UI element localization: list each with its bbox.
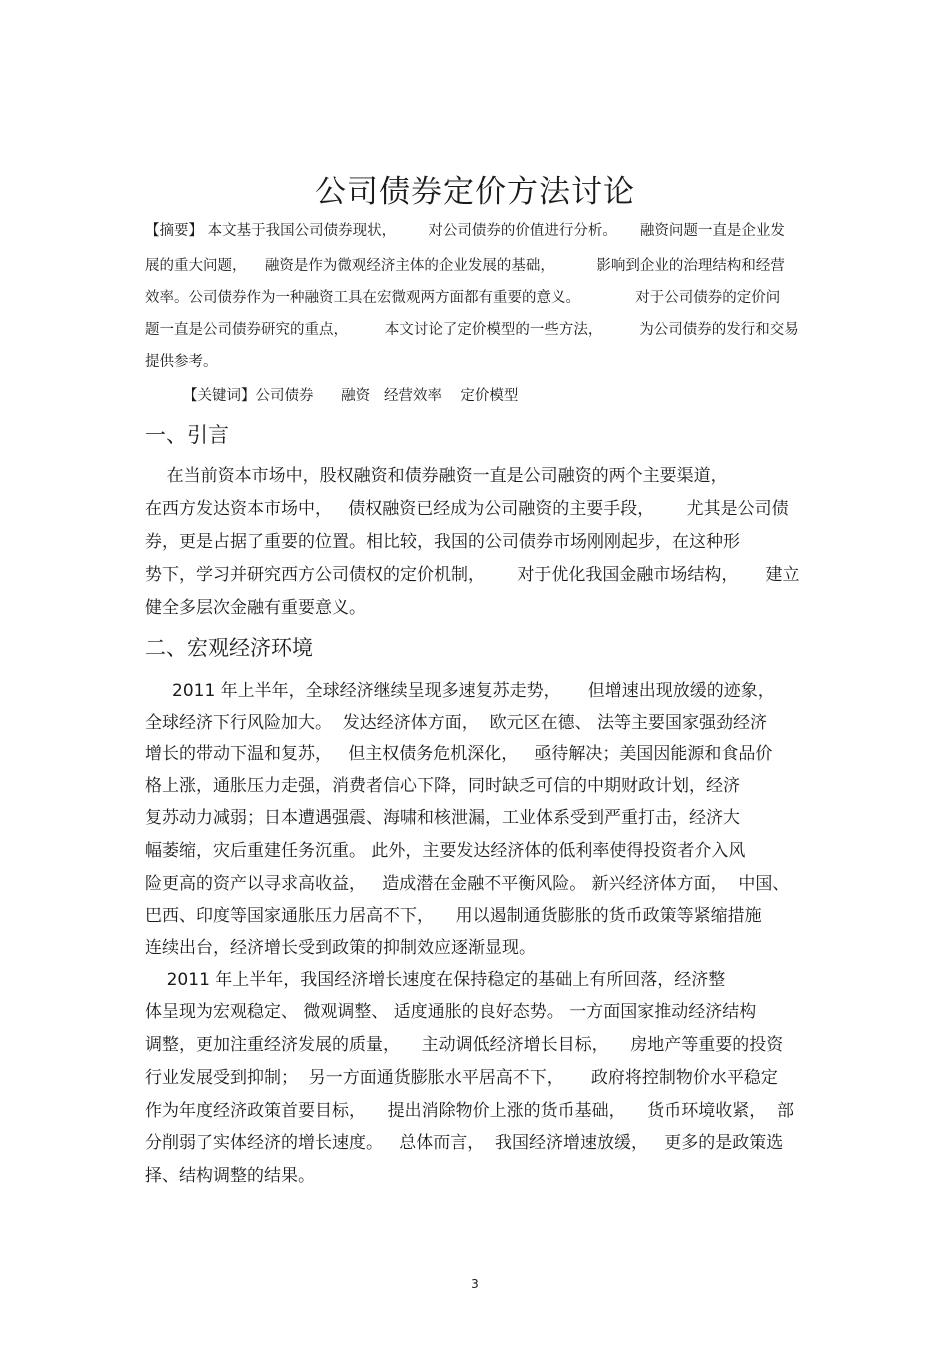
paragraph-line: 行业发展受到抑制； 另一方面通货膨胀水平居高不下， 政府将控制物价水平稳定: [145, 1068, 778, 1088]
paragraph-line: 连续出台，经济增长受到政策的抑制效应逐渐显现。: [145, 938, 536, 958]
paragraph-line: 2011 年上半年，全球经济继续呈现多速复苏走势， 但增速出现放缓的迹象，: [145, 681, 775, 701]
keywords: 【关键词】公司债券 融资 经营效率 定价模型: [183, 388, 519, 404]
paragraph-line: 择、结构调整的结果。: [145, 1166, 315, 1186]
abstract-line: 提供参考。: [145, 354, 218, 370]
section-heading-macro: 二、宏观经济环境: [145, 636, 313, 660]
paragraph-line: 复苏动力减弱；日本遭遇强震、海啸和核泄漏，工业体系受到严重打击，经济大: [145, 808, 740, 828]
paragraph-line: 全球经济下行风险加大。 发达经济体方面， 欧元区在德、 法等主要国家强劲经济: [145, 713, 768, 733]
paragraph-line: 格上涨，通胀压力走强，消费者信心下降，同时缺乏可信的中期财政计划，经济: [145, 776, 740, 796]
section-heading-intro: 一、引言: [145, 423, 229, 447]
paragraph-line: 2011 年上半年，我国经济增长速度在保持稳定的基础上有所回落，经济整: [145, 970, 726, 990]
document-title: 公司债券定价方法讨论: [315, 174, 635, 210]
paragraph-line: 作为年度经济政策首要目标， 提出消除物价上涨的货币基础， 货币环境收紧， 部: [145, 1101, 795, 1121]
paragraph-line: 券，更是占据了重要的位置。相比较，我国的公司债券市场刚刚起步，在这种形: [145, 532, 740, 552]
paragraph-line: 体呈现为宏观稳定、 微观调整、 适度通胀的良好态势。 一方面国家推动经济结构: [145, 1002, 757, 1022]
paragraph-line: 在当前资本市场中，股权融资和债券融资一直是公司融资的两个主要渠道，: [145, 466, 728, 486]
abstract-line: 题一直是公司债券研究的重点， 本文讨论了定价模型的一些方法， 为公司债券的发行和交易: [145, 322, 799, 338]
abstract-line: 【摘要】 本文基于我国公司债券现状， 对公司债券的价值进行分析。 融资问题一直是企业发: [145, 223, 785, 239]
paragraph-line: 险更高的资产以寻求高收益， 造成潜在金融不平衡风险。 新兴经济体方面， 中国、: [145, 874, 790, 894]
paragraph-line: 健全多层次金融有重要意义。: [145, 598, 366, 618]
paragraph-line: 势下，学习并研究西方公司债权的定价机制， 对于优化我国金融市场结构， 建立: [145, 565, 800, 585]
paragraph-line: 调整，更加注重经济发展的质量， 主动调低经济增长目标， 房地产等重要的投资: [145, 1035, 784, 1055]
abstract-line: 展的重大问题， 融资是作为微观经济主体的企业发展的基础， 影响到企业的治理结构和经营: [145, 258, 785, 274]
paragraph-line: 在西方发达资本市场中， 债权融资已经成为公司融资的主要手段， 尤其是公司债: [145, 499, 789, 519]
paragraph-line: 增长的带动下温和复苏， 但主权债务危机深化， 亟待解决；美国因能源和食品价: [145, 744, 773, 764]
paragraph-line: 分削弱了实体经济的增长速度。 总体而言， 我国经济增速放缓， 更多的是政策选: [145, 1133, 784, 1153]
paragraph-line: 幅萎缩，灾后重建任务沉重。 此外，主要发达经济体的低利率使得投资者介入风: [145, 841, 746, 861]
abstract-line: 效率。公司债券作为一种融资工具在宏微观两方面都有重要的意义。 对于公司债券的定价问: [145, 290, 781, 306]
paragraph-line: 巴西、印度等国家通胀压力居高不下， 用以遏制通货膨胀的货币政策等紧缩措施: [145, 906, 762, 926]
page-number: 3: [471, 1277, 479, 1291]
